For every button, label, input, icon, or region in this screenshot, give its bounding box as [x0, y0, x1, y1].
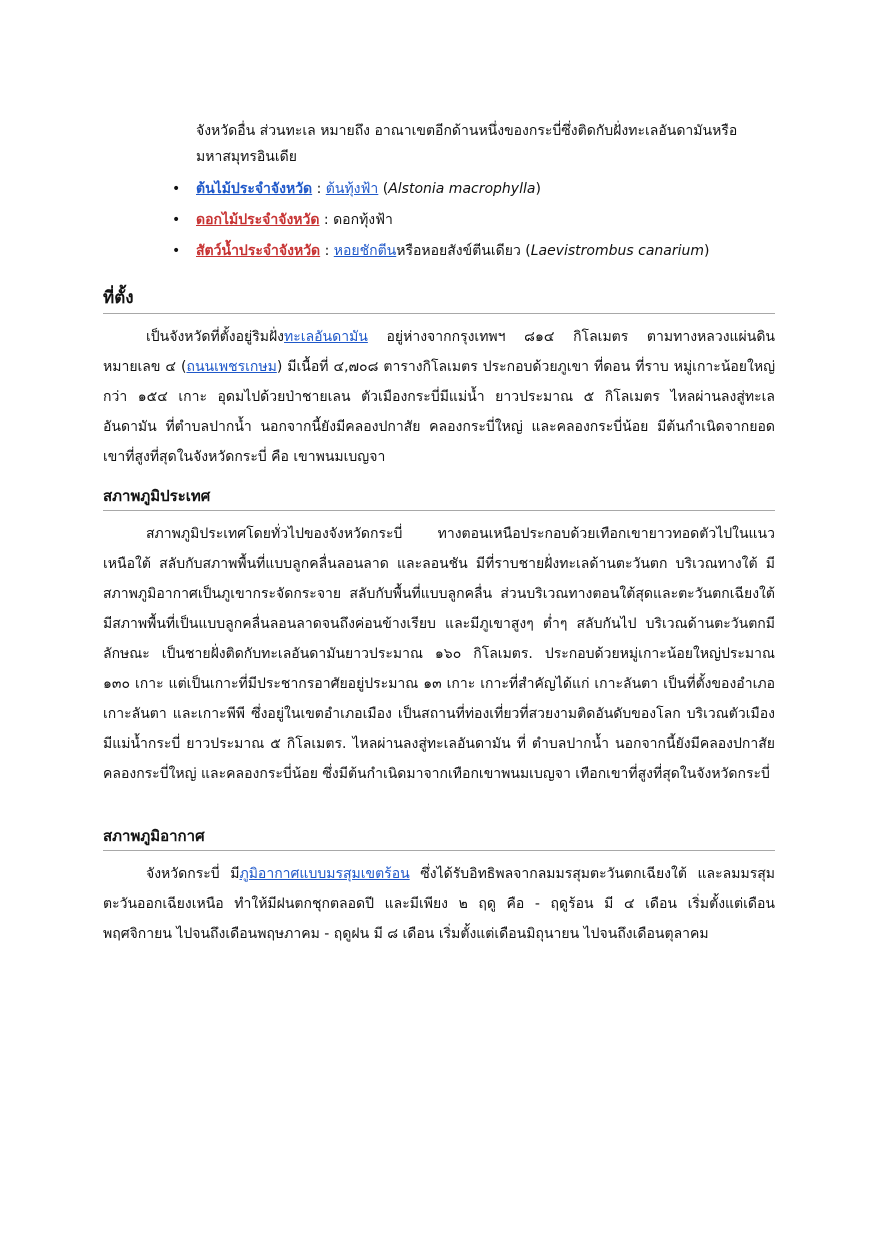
paren-close: )	[535, 181, 541, 197]
intro-line-1: จังหวัดอื่น ส่วนทะเล หมายถึง อาณาเขตอีกด้านหนึ่งของกระบี่ซึ่งติดกับฝั่งทะเลอันดามันหรือ	[196, 123, 738, 139]
geography-heading: สภาพภูมิประเทศ	[103, 484, 775, 511]
bullet-icon: •	[172, 181, 181, 197]
animal-alt-name: หรือหอยสังข์ตีนเดียว (	[396, 243, 531, 259]
separator: :	[320, 243, 334, 259]
climate-text-rest: ซึ่งได้รับอิทธิพลจากลมมรสุมตะวันตกเฉียงใต้ และลมมรสุมตะวันออกเฉียงเหนือ ทำให้มีฝนตกชุกตลอดปี และมีเพียง ๒ ฤดู คือ - ฤดูร้อน มี ๔ เดือน เริ่มตั้งแต่เดือนพฤศจิกายน ไปจนถึงเดือนพฤษภาคม - ฤดูฝน มี ๘ เดือน เริ่มตั้งแต่เดือนมิถุนายน ไปจนถึงเดือนตุลาคม	[103, 866, 775, 942]
flower-label-link[interactable]: ดอกไม้ประจำจังหวัด	[196, 212, 320, 228]
province-symbols-list	[172, 174, 710, 267]
list-item-flower	[172, 205, 710, 236]
climate-paragraph	[103, 859, 775, 949]
location-heading: ที่ตั้ง	[103, 284, 775, 314]
paren-close: )	[704, 243, 710, 259]
flower-name: ดอกทุ้งฟ้า	[333, 212, 393, 228]
separator: :	[319, 212, 334, 228]
climate-text-start: จังหวัดกระบี่ มี	[146, 866, 240, 882]
separator: :	[312, 181, 326, 197]
tree-label-link[interactable]: ต้นไม้ประจำจังหวัด	[196, 181, 313, 197]
bullet-icon: •	[172, 212, 181, 228]
paren-open: (	[378, 181, 389, 197]
intro-paragraph	[196, 118, 776, 170]
aquatic-animal-label-link[interactable]: สัตว์น้ำประจำจังหวัด	[196, 243, 321, 259]
tree-scientific-name: Alstonia macrophylla	[388, 181, 536, 197]
climate-section	[103, 824, 775, 949]
location-text-mid: อยู่ห่างจากกรุงเทพฯ ๘๑๔ กิโลเมตร ตามทางหลวงแผ่นดินหมายเลข ๔ (	[103, 329, 775, 375]
list-item-aquatic-animal	[172, 236, 710, 267]
animal-scientific-name: Laevistrombus canarium	[530, 243, 705, 259]
geography-paragraph: สภาพภูมิประเทศโดยทั่วไปของจังหวัดกระบี่ ทางตอนเหนือประกอบด้วยเทือกเขายาวทอดตัวไปในแนวเหนือใต้ สลับกับสภาพพื้นที่แบบลูกคลื่นลอนลาด และลอนชัน มีที่ราบชายฝั่งทะเลด้านตะวันตก บริเวณทางใต้ มีสภาพภูมิอากาศเป็นภูเขากระจัดกระจาย สลับกับพื้นที่แบบลูกคลื่น ส่วนบริเวณทางตอนใต้สุดและตะวันตกเฉียงใต้ มีสภาพพื้นที่เป็นแบบลูกคลื่นลอนลาดจนถึงค่อนข้างเรียบ และมีภูเขาสูงๆ ต่ำๆ สลับกันไป บริเวณด้านตะวันตกมีลักษณะ เป็นชายฝั่งติดกับทะเลอันดามันยาวประมาณ ๑๖๐ กิโลเมตร. ประกอบด้วยหมู่เกาะน้อยใหญ่ประมาณ ๑๓๐ เกาะ แต่เป็นเกาะที่มีประชากรอาศัยอยู่ประมาณ ๑๓ เกาะ เกาะที่สำคัญได้แก่ เกาะลันตา เป็นที่ตั้งของอำเภอเกาะลันตา และเกาะพีพี ซึ่งอยู่ในเขตอำเภอเมือง เป็นสถานที่ท่องเที่ยวที่สวยงามติดอันดับของโลก บริเวณตัวเมืองมีแม่น้ำกระบี่ ยาวประมาณ ๕ กิโลเมตร. ไหลผ่านลงสู่ทะเลอันดามัน ที่ ตำบลปากน้ำ นอกจากนี้ยังมีคลองปกาสัย คลองกระบี่ใหญ่ และคลองกระบี่น้อย ซึ่งมีต้นกำเนิดมาจากเทือกเขาพนมเบญจา เทือกเขาที่สูงที่สุดในจังหวัดกระบี่	[103, 526, 775, 782]
tropical-monsoon-climate-link[interactable]: ภูมิอากาศแบบมรสุมเขตร้อน	[239, 866, 410, 882]
location-section	[103, 284, 775, 472]
location-text-start: เป็นจังหวัดที่ตั้งอยู่ริมฝั่ง	[146, 329, 285, 345]
bullet-icon: •	[172, 243, 181, 259]
andaman-sea-link[interactable]: ทะเลอันดามัน	[284, 329, 368, 345]
animal-name-link[interactable]: หอยชักตีน	[333, 243, 397, 259]
phetkasem-road-link[interactable]: ถนนเพชรเกษม	[186, 359, 277, 375]
intro-line-2: มหาสมุทรอินเดีย	[196, 149, 297, 165]
list-item-tree	[172, 174, 710, 205]
climate-heading: สภาพภูมิอากาศ	[103, 824, 775, 851]
location-text-rest: ) มีเนื้อที่ ๔,๗๐๘ ตารางกิโลเมตร ประกอบด้วยภูเขา ที่ดอน ที่ราบ หมู่เกาะน้อยใหญ่ กว่า ๑๕๔ เกาะ อุดมไปด้วยป่าชายเลน ตัวเมืองกระบี่มีแม่น้ำ ยาวประมาณ ๕ กิโลเมตร ไหลผ่านลงสู่ทะเลอันดามัน ที่ตำบลปากน้ำ นอกจากนี้ยังมีคลองปกาสัย คลองกระบี่ใหญ่ และคลองกระบี่น้อย มีต้นกำเนิดจากยอดเขาที่สูงที่สุดในจังหวัดกระบี่ คือ เขาพนมเบญจา	[103, 359, 775, 465]
geography-section	[103, 484, 775, 789]
tree-name-link[interactable]: ต้นทุ้งฟ้า	[325, 181, 379, 197]
location-paragraph	[103, 322, 775, 472]
